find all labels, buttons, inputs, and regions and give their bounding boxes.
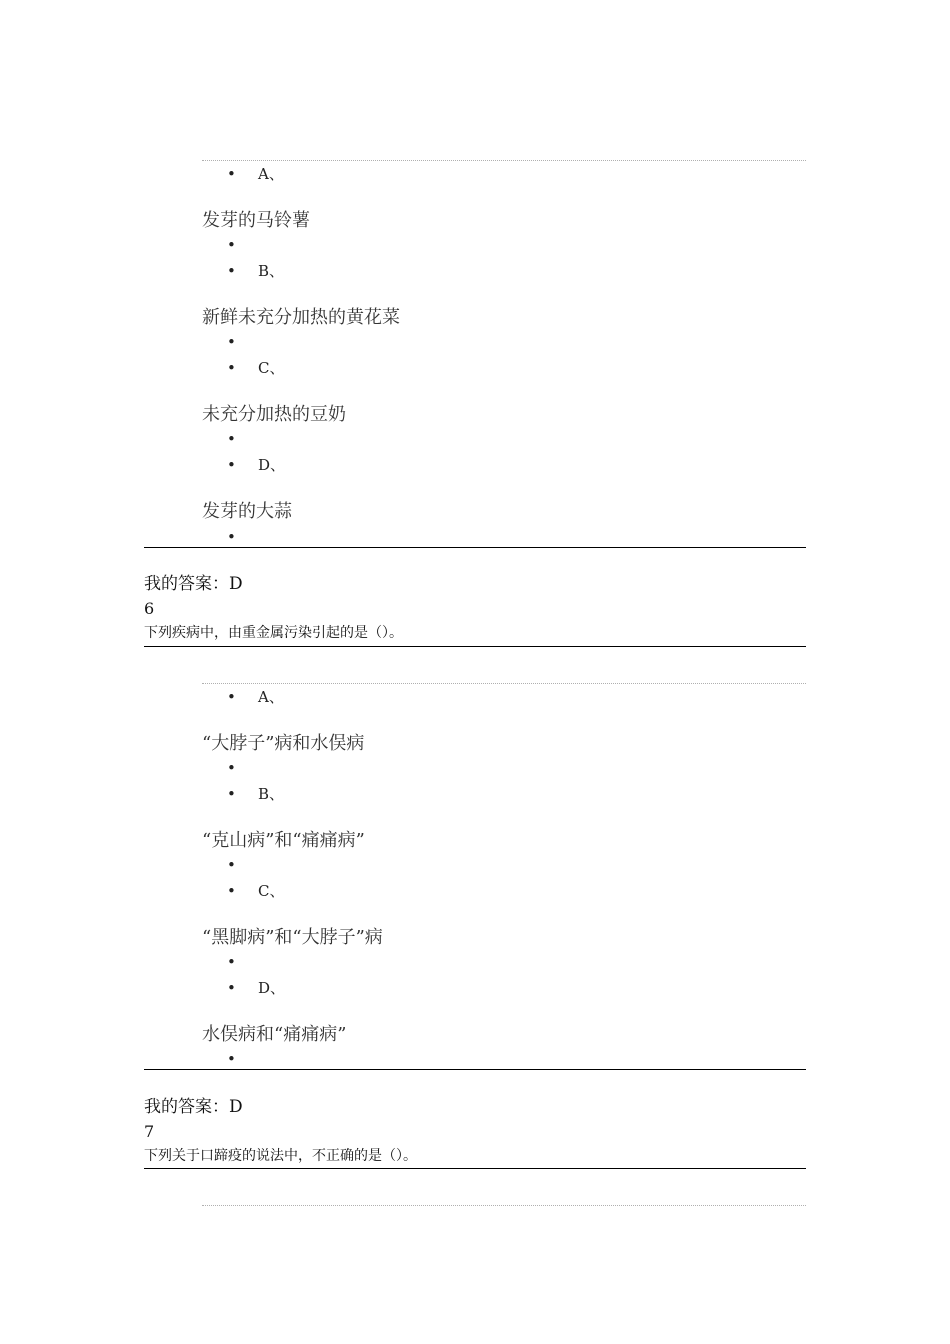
bullet: • — [227, 262, 236, 280]
option-text: “黑脚病”和“大脖子”病 — [202, 927, 383, 948]
options-divider-top — [202, 683, 806, 684]
option-letter: C、 — [258, 882, 285, 900]
bullet: • — [227, 785, 236, 803]
bullet: • — [227, 528, 236, 546]
option-text: 发芽的大蒜 — [202, 501, 292, 522]
bullet: • — [227, 688, 236, 706]
bullet: • — [227, 359, 236, 377]
option-text: 新鲜未充分加热的黄花菜 — [202, 307, 400, 328]
bullet: • — [227, 882, 236, 900]
answer-divider — [144, 547, 806, 548]
bullet: • — [227, 1050, 236, 1068]
option-text: “大脖子”病和水俣病 — [202, 733, 365, 754]
options-divider-top — [202, 1205, 806, 1206]
bullet: • — [227, 953, 236, 971]
question-text: 下列疾病中，由重金属污染引起的是（）。 — [144, 625, 403, 641]
question-text: 下列关于口蹄疫的说法中，不正确的是（）。 — [144, 1148, 417, 1164]
bullet: • — [227, 456, 236, 474]
bullet: • — [227, 856, 236, 874]
options-divider-top — [202, 160, 806, 161]
bullet: • — [227, 430, 236, 448]
option-text: “克山病”和“痛痛病” — [202, 830, 365, 851]
question-divider — [144, 646, 806, 647]
option-text: 水俣病和“痛痛病” — [202, 1024, 347, 1045]
option-letter: D、 — [258, 456, 286, 474]
my-answer: 我的答案：D — [144, 1097, 243, 1117]
bullet: • — [227, 333, 236, 351]
option-letter: A、 — [258, 165, 284, 183]
option-letter: A、 — [258, 688, 284, 706]
option-letter: B、 — [258, 785, 285, 803]
question-divider — [144, 1168, 806, 1169]
option-letter: C、 — [258, 359, 285, 377]
my-answer: 我的答案：D — [144, 574, 243, 594]
bullet: • — [227, 165, 236, 183]
bullet: • — [227, 759, 236, 777]
option-text: 发芽的马铃薯 — [202, 210, 310, 231]
bullet: • — [227, 979, 236, 997]
bullet: • — [227, 236, 236, 254]
question-number: 6 — [144, 599, 155, 618]
option-text: 未充分加热的豆奶 — [202, 404, 346, 425]
option-letter: B、 — [258, 262, 285, 280]
option-letter: D、 — [258, 979, 286, 997]
question-number: 7 — [144, 1122, 155, 1141]
answer-divider — [144, 1069, 806, 1070]
